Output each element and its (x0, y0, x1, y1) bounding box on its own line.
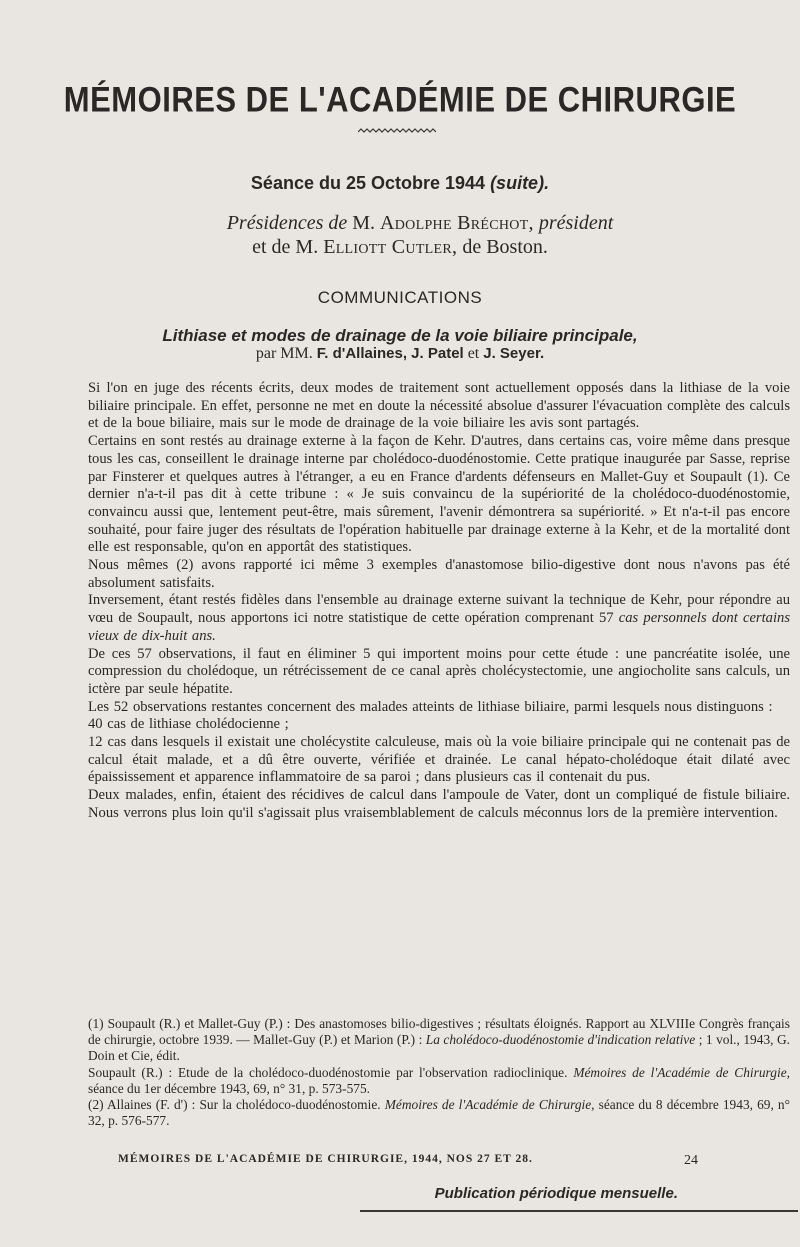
paragraph: De ces 57 observations, il faut en éliminer 5 qui importent moins pour cette étude : une pancréatite isolée, une compression du cholédoque, un rétrécissement de ce canal après cholécystectomie, une angiocholite sans calculs, un ictère par seule hépatite. (88, 645, 790, 697)
paragraph-text: Inversement, étant restés fidèles dans l'ensemble au drainage externe suivant la technique de Kehr, pour répondre au vœu de Soupault, nous apportons ici notre statistique de cette opération comprenant 57 (88, 592, 790, 627)
seance-suite: (suite). (490, 173, 550, 193)
paragraph (88, 592, 790, 645)
paragraph: Les 52 observations restantes concernent des malades atteints de lithiase biliaire, parmi lesquels nous distinguons : (88, 698, 773, 715)
paragraph-italic: cas personnels dont certains vieux de dix-huit ans. (88, 610, 790, 644)
article-title: Lithiase et modes de drainage de la voie biliaire principale, (162, 326, 638, 345)
authors-prefix: par MM. (255, 345, 313, 362)
seance-heading (0, 173, 800, 194)
footnote-text: Soupault (R.) : Etude de la cholédoco-duodénostomie par l'observation radioclinique. (88, 1064, 568, 1080)
guest-name: Elliott Cutler, (323, 236, 458, 258)
authors-last: J. Seyer. (483, 345, 545, 362)
guest-origin: de Boston. (462, 236, 548, 258)
publication-note: Publication périodique mensuelle. (434, 1185, 678, 1202)
footnote-text: séance du 1er décembre 1943, 69, n° 31, p. 573-575. (88, 1080, 371, 1096)
footnote-italic: Mémoires de l'Académie de Chirurgie, (384, 1097, 595, 1113)
article-authors (0, 345, 800, 363)
president-role: président (538, 212, 614, 234)
paragraph: Si l'on en juge des récents écrits, deux modes de traitement sont actuellement opposés dans la lithiase de la voie biliaire principale. En effet, personne ne met en doute la nécessité absolue d'assurer l'évacuation complète des calculs et de la boue biliaire, mais sur le mode de drainage de la voie biliaire les avis sont partagés. (88, 380, 790, 432)
title-ornament (358, 128, 436, 136)
paragraph: Deux malades, enfin, étaient des récidives de calcul dans l'ampoule de Vater, dont un compliqué de fistule biliaire. Nous verrons plus loin qu'il s'agissait plus vraisemblablement de calculs méconnus lors de la première intervention. (88, 787, 790, 821)
seance-date: Séance du 25 Octobre 1944 (250, 173, 486, 193)
paragraph: 40 cas de lithiase cholédocienne ; (88, 716, 289, 733)
section-heading: COMMUNICATIONS (317, 288, 483, 307)
footnote-italic: La cholédoco-duodénostomie d'indication relative (425, 1032, 696, 1048)
footnote-text: séance du 8 décembre 1943, 69, n° 32, p. 576-577. (88, 1097, 790, 1129)
footnote (88, 1097, 790, 1129)
authors-names: F. d'Allaines, J. Patel (316, 345, 464, 362)
paragraph: Certains en sont restés au drainage externe à la façon de Kehr. D'autres, dans certains cas, voire même dans presque tous les cas, conseillent le drainage interne par cholédoco-duodénostomie. Cette pratique inaugurée par Sasse, reprise par Finsterer et quelques autres à l'étranger, a eu en France d'ardents défenseurs en Mallet-Guy et Soupault (1). Ce dernier n'a-t-il pas dit à cette tribune : « Je suis convaincu de la supériorité de la cholédoco-duodénostomie, convaincu aussi que, lentement peut-être, mais sûrement, l'avenir démontrera sa supériorité. » Et n'a-t-il pas encore souhaité, pour faire juger des résultats de l'opération habituelle par drainage externe à la Kehr, et de la mortalité dont elle est responsable, qu'on en apportât des statistiques. (88, 433, 790, 556)
page-number: 24 (684, 1153, 698, 1168)
authors-and: et (467, 345, 480, 362)
president-name: Adolphe Bréchot, (380, 212, 534, 234)
footnotes (88, 1016, 790, 1129)
footnote-italic: Mémoires de l'Académie de Chirurgie, (573, 1064, 790, 1080)
footnote-text: (1) Soupault (R.) et Mallet-Guy (P.) : Des anastomoses bilio-digestives ; résultats éloignés. Rapport au XLVIIIe Congrès français de chirurgie, octobre 1939. — Mallet-Guy (P.) et Marion (P.) : (88, 1016, 790, 1048)
paragraph: Nous mêmes (2) avons rapporté ici même 3 exemples d'anastomose bilio-digestive dont nous n'avons pas été absolument satisfaits. (88, 557, 790, 591)
footnote (88, 1016, 790, 1065)
publication-rule (360, 1210, 798, 1212)
footnote-text: (2) Allaines (F. d') : Sur la cholédoco-duodénostomie. (88, 1097, 381, 1113)
footnote (88, 1065, 790, 1097)
paragraph: 12 cas dans lesquels il existait une cholécystite calculeuse, mais où la voie biliaire principale qui ne contenait pas de calcul était malade, et a dû être ouverte, vérifiée et drainée. Le canal hépato-cholédoque était dilaté avec épaississement et apparence inflammatoire de sa paroi ; dans plusieurs cas il contenait du pus. (88, 734, 790, 786)
presidences-line-2 (0, 236, 800, 259)
journal-title: MÉMOIRES DE L'ACADÉMIE DE CHIRURGIE (63, 79, 737, 120)
running-footer-text: MÉMOIRES DE L'ACADÉMIE DE CHIRURGIE, 1944, NOS 27 ET 28. (118, 1153, 533, 1165)
article-body (88, 380, 790, 823)
presidences-line-1 (0, 212, 800, 235)
presidences-m: M. (352, 212, 376, 234)
presidences-label: Présidences de (226, 212, 348, 234)
presidences-and: et de M. (252, 236, 319, 258)
footnote-text: ; 1 vol., 1943, G. Doin et Cie, édit. (88, 1032, 790, 1064)
running-footer (118, 1153, 698, 1169)
